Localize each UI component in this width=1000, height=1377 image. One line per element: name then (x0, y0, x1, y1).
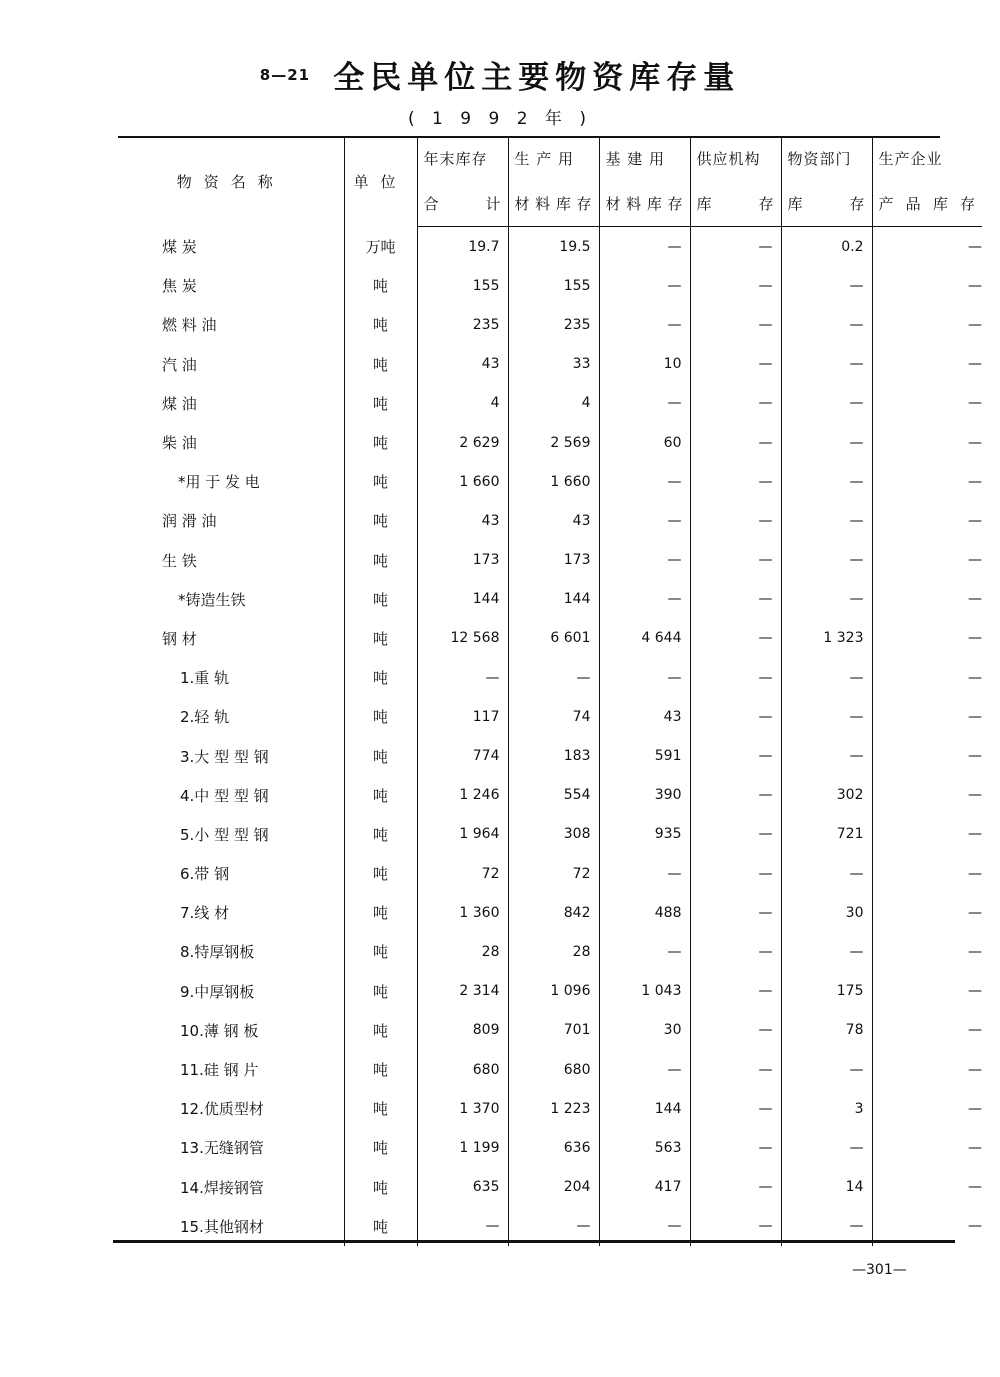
row-value-col-5: 1 323 (781, 619, 872, 658)
row-value-col-5: — (781, 1050, 872, 1089)
row-value-col-5: — (781, 541, 872, 580)
row-value-col-6: — (968, 238, 982, 255)
page-title (0, 52, 1000, 97)
row-value-col-2: 1 096 (508, 972, 599, 1011)
table-row (118, 619, 982, 658)
row-value-col-5: — (781, 580, 872, 619)
row-value-col-1: 1 370 (417, 1089, 508, 1128)
row-value-col-6: — (968, 1022, 982, 1039)
row-value-col-3: 591 (599, 736, 690, 775)
table-row (118, 658, 982, 697)
row-value-col-6: — (968, 1218, 982, 1235)
row-unit: 吨 (344, 541, 417, 580)
header-col-2-bottom: 材料库存 (508, 181, 599, 227)
table-row (118, 736, 982, 775)
row-value-col-4: — (690, 384, 781, 423)
table-row (118, 697, 982, 736)
inventory-table-container (118, 136, 982, 1242)
row-name: 7.线 材 (180, 904, 230, 923)
row-value-col-3: — (599, 501, 690, 540)
row-value-col-4: — (690, 580, 781, 619)
row-value-col-4: — (690, 972, 781, 1011)
row-value-col-2: 183 (508, 736, 599, 775)
row-unit: 吨 (344, 501, 417, 540)
row-value-col-6: — (968, 591, 982, 608)
row-name: 5.小 型 型 钢 (180, 825, 269, 844)
table-number: 8—21 (259, 65, 311, 84)
table-body (118, 227, 982, 1246)
row-value-col-6: — (968, 277, 982, 294)
row-name: 柴 油 (162, 434, 197, 453)
table-row (118, 462, 982, 501)
row-name: 1.重 轨 (180, 669, 230, 688)
row-value-col-5: — (781, 658, 872, 697)
table-row (118, 423, 982, 462)
row-value-col-1: 1 199 (417, 1128, 508, 1167)
row-name: 10.薄 钢 板 (180, 1021, 259, 1040)
row-value-col-5: — (781, 1128, 872, 1167)
header-col-5-bottom: 库 存 (781, 181, 872, 227)
row-value-col-2: 144 (508, 580, 599, 619)
table-row (118, 776, 982, 815)
row-value-col-2: 308 (508, 815, 599, 854)
row-value-col-3: — (599, 1207, 690, 1246)
row-value-col-2: — (508, 658, 599, 697)
row-value-col-5: 302 (781, 776, 872, 815)
row-value-col-3: 488 (599, 893, 690, 932)
table-row (118, 501, 982, 540)
table-row (118, 305, 982, 344)
row-unit: 吨 (344, 1168, 417, 1207)
row-value-col-3: — (599, 854, 690, 893)
row-value-col-4: — (690, 1050, 781, 1089)
row-unit: 吨 (344, 893, 417, 932)
row-value-col-2: 842 (508, 893, 599, 932)
row-value-col-3: — (599, 541, 690, 580)
row-value-col-5: — (781, 932, 872, 971)
row-value-col-4: — (690, 697, 781, 736)
row-value-col-5: — (781, 697, 872, 736)
table-row (118, 1089, 982, 1128)
row-value-col-4: — (690, 815, 781, 854)
row-value-col-4: — (690, 932, 781, 971)
row-name: *铸造生铁 (178, 590, 246, 609)
header-col-3-bottom: 材料库存 (599, 181, 690, 227)
header-col-1-bottom: 合 计 (417, 181, 508, 227)
row-value-col-6: — (968, 1179, 982, 1196)
row-value-col-4: — (690, 1089, 781, 1128)
row-value-col-5: — (781, 384, 872, 423)
row-value-col-4: — (690, 227, 781, 267)
row-value-col-5: 175 (781, 972, 872, 1011)
row-value-col-4: — (690, 1011, 781, 1050)
row-unit: 吨 (344, 1207, 417, 1246)
row-name: 14.焊接钢管 (180, 1178, 264, 1197)
row-value-col-2: 4 (508, 384, 599, 423)
row-value-col-4: — (690, 266, 781, 305)
row-unit: 吨 (344, 1011, 417, 1050)
row-value-col-3: — (599, 1050, 690, 1089)
row-unit: 吨 (344, 658, 417, 697)
row-value-col-3: 10 (599, 345, 690, 384)
table-header (118, 136, 982, 227)
row-value-col-1: 680 (417, 1050, 508, 1089)
page-number: —301— (852, 1262, 907, 1278)
row-unit: 吨 (344, 972, 417, 1011)
inventory-table (118, 136, 982, 1246)
row-unit: 吨 (344, 932, 417, 971)
row-unit: 吨 (344, 736, 417, 775)
row-value-col-4: — (690, 501, 781, 540)
table-row (118, 972, 982, 1011)
row-value-col-3: — (599, 658, 690, 697)
row-name: 12.优质型材 (180, 1100, 264, 1119)
row-value-col-4: — (690, 776, 781, 815)
header-name: 物资名称 (118, 136, 344, 227)
row-unit: 吨 (344, 1089, 417, 1128)
table-year: ( 1 9 9 2 年 ) (408, 109, 592, 129)
row-unit: 吨 (344, 423, 417, 462)
table-row (118, 1168, 982, 1207)
row-value-col-2: 19.5 (508, 227, 599, 267)
row-value-col-3: 417 (599, 1168, 690, 1207)
row-value-col-6: — (968, 787, 982, 804)
row-name: 润 滑 油 (162, 512, 217, 531)
row-name: 13.无缝钢管 (180, 1139, 264, 1158)
row-value-col-2: 33 (508, 345, 599, 384)
row-value-col-5: — (781, 1207, 872, 1246)
row-value-col-3: — (599, 384, 690, 423)
row-value-col-2: 173 (508, 541, 599, 580)
row-value-col-6: — (968, 1100, 982, 1117)
row-value-col-2: 43 (508, 501, 599, 540)
row-value-col-1: 144 (417, 580, 508, 619)
row-name: *用 于 发 电 (178, 473, 260, 492)
row-value-col-2: 701 (508, 1011, 599, 1050)
row-value-col-2: 1 223 (508, 1089, 599, 1128)
row-value-col-2: 6 601 (508, 619, 599, 658)
row-name: 8.特厚钢板 (180, 943, 255, 962)
row-value-col-4: — (690, 541, 781, 580)
row-value-col-6: — (968, 473, 982, 490)
row-value-col-6: — (968, 865, 982, 882)
row-value-col-1: 12 568 (417, 619, 508, 658)
row-value-col-5: 78 (781, 1011, 872, 1050)
row-unit: 吨 (344, 580, 417, 619)
row-value-col-3: — (599, 305, 690, 344)
row-value-col-3: — (599, 462, 690, 501)
row-name: 焦 炭 (162, 277, 197, 296)
row-value-col-6: — (968, 316, 982, 333)
row-unit: 吨 (344, 815, 417, 854)
row-unit: 吨 (344, 384, 417, 423)
row-value-col-4: — (690, 854, 781, 893)
row-value-col-3: — (599, 580, 690, 619)
header-col-6-bottom: 产品库存 (872, 181, 982, 227)
row-value-col-5: — (781, 854, 872, 893)
row-name: 生 铁 (162, 551, 197, 570)
row-value-col-4: — (690, 658, 781, 697)
row-value-col-3: 30 (599, 1011, 690, 1050)
row-value-col-4: — (690, 619, 781, 658)
row-value-col-6: — (968, 552, 982, 569)
row-value-col-1: — (417, 658, 508, 697)
row-unit: 吨 (344, 776, 417, 815)
row-value-col-3: 1 043 (599, 972, 690, 1011)
row-value-col-5: — (781, 345, 872, 384)
row-value-col-4: — (690, 736, 781, 775)
table-row (118, 1128, 982, 1167)
row-value-col-1: 28 (417, 932, 508, 971)
row-value-col-1: 19.7 (417, 227, 508, 267)
row-value-col-1: — (417, 1207, 508, 1246)
row-name: 燃 料 油 (162, 316, 217, 335)
row-value-col-3: — (599, 932, 690, 971)
row-value-col-1: 1 660 (417, 462, 508, 501)
row-value-col-5: — (781, 501, 872, 540)
row-value-col-1: 2 629 (417, 423, 508, 462)
row-value-col-1: 2 314 (417, 972, 508, 1011)
row-value-col-2: 554 (508, 776, 599, 815)
row-value-col-3: 144 (599, 1089, 690, 1128)
row-name: 9.中厚钢板 (180, 982, 255, 1001)
row-value-col-2: 636 (508, 1128, 599, 1167)
row-value-col-2: 680 (508, 1050, 599, 1089)
row-unit: 吨 (344, 266, 417, 305)
table-row (118, 345, 982, 384)
row-value-col-6: — (968, 1139, 982, 1156)
table-row (118, 384, 982, 423)
row-value-col-1: 1 360 (417, 893, 508, 932)
row-value-col-5: — (781, 736, 872, 775)
row-value-col-2: 155 (508, 266, 599, 305)
row-value-col-2: 28 (508, 932, 599, 971)
row-value-col-3: 60 (599, 423, 690, 462)
table-row (118, 541, 982, 580)
row-value-col-1: 235 (417, 305, 508, 344)
row-value-col-5: 30 (781, 893, 872, 932)
row-value-col-6: — (968, 356, 982, 373)
table-title: 全民单位主要物资库存量 (333, 60, 741, 96)
row-unit: 吨 (344, 1050, 417, 1089)
row-value-col-1: 1 246 (417, 776, 508, 815)
row-unit: 吨 (344, 697, 417, 736)
row-value-col-3: — (599, 266, 690, 305)
row-value-col-3: 563 (599, 1128, 690, 1167)
row-value-col-3: 4 644 (599, 619, 690, 658)
row-value-col-4: — (690, 462, 781, 501)
row-name: 煤 油 (162, 394, 197, 413)
row-value-col-6: — (968, 1061, 982, 1078)
row-value-col-2: 204 (508, 1168, 599, 1207)
row-value-col-2: 72 (508, 854, 599, 893)
row-value-col-2: 2 569 (508, 423, 599, 462)
row-value-col-5: — (781, 462, 872, 501)
row-value-col-4: — (690, 1128, 781, 1167)
row-value-col-5: — (781, 423, 872, 462)
row-name: 钢 材 (162, 629, 197, 648)
table-row (118, 580, 982, 619)
row-value-col-1: 1 964 (417, 815, 508, 854)
row-value-col-4: — (690, 1207, 781, 1246)
row-value-col-4: — (690, 423, 781, 462)
header-col-5-top: 物资部门 (781, 136, 872, 181)
row-value-col-1: 155 (417, 266, 508, 305)
row-unit: 吨 (344, 345, 417, 384)
row-value-col-1: 173 (417, 541, 508, 580)
row-name: 汽 油 (162, 355, 197, 374)
row-value-col-6: — (968, 434, 982, 451)
row-name: 3.大 型 型 钢 (180, 747, 269, 766)
table-row (118, 227, 982, 267)
row-value-col-2: 74 (508, 697, 599, 736)
row-value-col-6: — (968, 512, 982, 529)
row-value-col-3: 390 (599, 776, 690, 815)
header-col-4-top: 供应机构 (690, 136, 781, 181)
header-unit: 单位 (344, 136, 417, 227)
header-col-2-top: 生 产 用 (508, 136, 599, 181)
row-value-col-4: — (690, 893, 781, 932)
row-value-col-6: — (968, 826, 982, 843)
header-col-4-bottom: 库 存 (690, 181, 781, 227)
row-value-col-5: 14 (781, 1168, 872, 1207)
table-row (118, 266, 982, 305)
row-value-col-5: — (781, 266, 872, 305)
table-row (118, 815, 982, 854)
row-name: 15.其他钢材 (180, 1217, 264, 1236)
header-col-1-top: 年末库存 (423, 150, 488, 168)
row-unit: 吨 (344, 462, 417, 501)
row-value-col-1: 4 (417, 384, 508, 423)
row-value-col-6: — (968, 983, 982, 1000)
row-name: 2.轻 轨 (180, 708, 230, 727)
row-value-col-1: 117 (417, 697, 508, 736)
row-value-col-2: 235 (508, 305, 599, 344)
row-value-col-5: 0.2 (781, 227, 872, 267)
header-col-3-top: 基 建 用 (599, 136, 690, 181)
row-value-col-1: 809 (417, 1011, 508, 1050)
row-value-col-4: — (690, 345, 781, 384)
row-value-col-6: — (968, 943, 982, 960)
row-value-col-4: — (690, 305, 781, 344)
row-value-col-6: — (968, 904, 982, 921)
row-unit: 吨 (344, 1128, 417, 1167)
row-value-col-6: — (968, 669, 982, 686)
table-row (118, 1050, 982, 1089)
row-value-col-1: 635 (417, 1168, 508, 1207)
row-value-col-6: — (968, 395, 982, 412)
table-row (118, 1011, 982, 1050)
row-value-col-5: 3 (781, 1089, 872, 1128)
row-value-col-3: — (599, 227, 690, 267)
row-value-col-3: 43 (599, 697, 690, 736)
row-value-col-1: 72 (417, 854, 508, 893)
row-name: 煤 炭 (162, 237, 197, 256)
row-unit: 万吨 (344, 227, 417, 267)
row-unit: 吨 (344, 619, 417, 658)
row-value-col-1: 43 (417, 501, 508, 540)
row-unit: 吨 (344, 305, 417, 344)
row-value-col-4: — (690, 1168, 781, 1207)
table-bottom-rule (113, 1240, 955, 1243)
row-unit: 吨 (344, 854, 417, 893)
row-value-col-5: 721 (781, 815, 872, 854)
row-value-col-2: — (508, 1207, 599, 1246)
row-value-col-6: — (968, 708, 982, 725)
row-value-col-2: 1 660 (508, 462, 599, 501)
row-value-col-6: — (968, 748, 982, 765)
row-value-col-3: 935 (599, 815, 690, 854)
header-col-6-top: 生产企业 (872, 136, 982, 181)
row-value-col-1: 774 (417, 736, 508, 775)
row-value-col-6: — (968, 630, 982, 647)
table-row (118, 854, 982, 893)
table-row (118, 893, 982, 932)
row-name: 11.硅 钢 片 (180, 1061, 259, 1080)
row-name: 6.带 钢 (180, 865, 230, 884)
row-name: 4.中 型 型 钢 (180, 786, 269, 805)
table-row (118, 932, 982, 971)
row-value-col-5: — (781, 305, 872, 344)
row-value-col-1: 43 (417, 345, 508, 384)
